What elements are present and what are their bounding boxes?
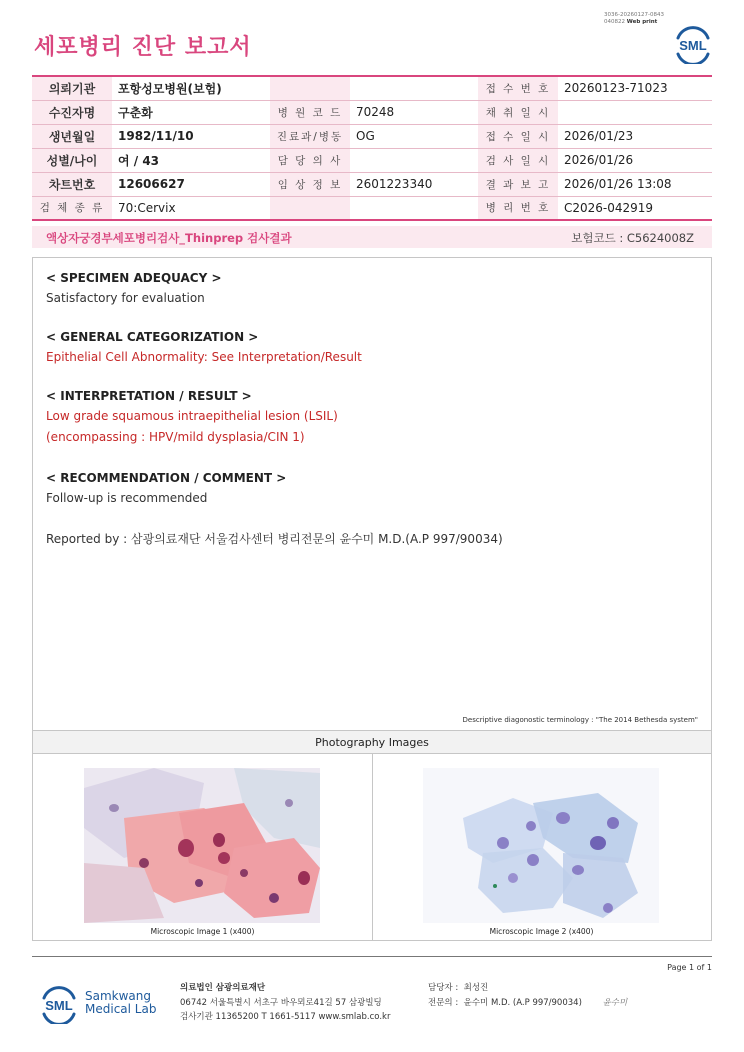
info-row (32, 124, 712, 148)
specimen-adequacy-heading: < SPECIMEN ADEQUACY > (46, 271, 222, 285)
interpretation-line-2: (encompassing : HPV/mild dysplasia/CIN 1) (46, 430, 305, 444)
info-value (350, 196, 478, 220)
info-label: 검 체 종 류 (32, 196, 112, 220)
info-label (270, 76, 350, 100)
organization-info (180, 981, 390, 1025)
sml-logo-text: SML (679, 38, 707, 53)
photography-heading: Photography Images (33, 730, 711, 754)
info-value: 2026/01/23 (558, 124, 712, 148)
staff-row (428, 981, 627, 996)
brand-line-2: Medical Lab (85, 1002, 157, 1016)
page-number: Page 1 of 1 (667, 963, 712, 972)
info-label: 접 수 번 호 (478, 76, 558, 100)
info-value (558, 100, 712, 124)
organization-name: 의료법인 삼광의료재단 (180, 983, 266, 993)
test-name-bar (32, 226, 712, 248)
info-value: 2601223340 (350, 172, 478, 196)
general-categorization-section (46, 330, 362, 364)
interpretation-line-1: Low grade squamous intraepithelial lesion (LSIL) (46, 409, 338, 423)
info-value (350, 76, 478, 100)
brand-line-1: Samkwang (85, 989, 151, 1003)
info-value: 구춘화 (112, 100, 270, 124)
info-value: 2026/01/26 13:08 (558, 172, 712, 196)
info-label: 수진자명 (32, 100, 112, 124)
info-value: 12606627 (112, 172, 270, 196)
specimen-adequacy-section (46, 271, 222, 305)
interpretation-heading: < INTERPRETATION / RESULT > (46, 389, 252, 403)
recommendation-text: Follow-up is recommended (46, 491, 208, 505)
info-row (32, 172, 712, 196)
info-label: 차트번호 (32, 172, 112, 196)
insurance-code: 보험코드 : C5624008Z (571, 231, 694, 245)
specialist-signature: 윤수미 (602, 997, 628, 1008)
info-value: C2026-042919 (558, 196, 712, 220)
info-row (32, 148, 712, 172)
info-label: 진료과/병동 (270, 124, 350, 148)
specialist-name: 윤수미 M.D. (A.P 997/90034) (463, 997, 582, 1008)
info-value: 70248 (350, 100, 478, 124)
web-print-label: Web print (626, 19, 658, 25)
test-name: 액상자궁경부세포병리검사_Thinprep 검사결과 (46, 231, 292, 245)
info-value (350, 148, 478, 172)
info-label: 검 사 일 시 (478, 148, 558, 172)
info-value: OG (350, 124, 478, 148)
info-row (32, 76, 712, 100)
sml-logo-footer (38, 984, 80, 1024)
info-label: 병 리 번 호 (478, 196, 558, 220)
staff-label: 담당자 : (428, 983, 459, 993)
print-code: 040822 (604, 19, 625, 25)
info-label: 임 상 정 보 (270, 172, 350, 196)
recommendation-section (46, 471, 286, 505)
specialist-row (428, 996, 627, 1011)
microscopic-image-2 (423, 768, 659, 923)
info-label: 의뢰기관 (32, 76, 112, 100)
info-value: 포항성모병원(보험) (112, 76, 270, 100)
patient-info-table (32, 75, 712, 221)
specimen-adequacy-text: Satisfactory for evaluation (46, 291, 205, 305)
report-title: 세포병리 진단 보고서 (34, 35, 252, 60)
microscopic-image-2-caption: Microscopic Image 2 (x400) (489, 927, 594, 936)
general-categorization-heading: < GENERAL CATEGORIZATION > (46, 330, 259, 344)
info-label: 생년월일 (32, 124, 112, 148)
info-label (270, 196, 350, 220)
result-box (32, 257, 712, 941)
info-value: 70:Cervix (112, 196, 270, 220)
organization-address: 06742 서울특별시 서초구 바우뫼로41길 57 삼광빌딩 (180, 997, 382, 1008)
footer-divider (32, 956, 712, 957)
print-meta (604, 12, 664, 26)
reported-by: Reported by : 삼광의료재단 서울검사센터 병리전문의 윤수미 M.D.(A.P 997/90034) (46, 532, 503, 546)
info-label: 병 원 코 드 (270, 100, 350, 124)
bethesda-note: Descriptive diagonostic terminology : "The 2014 Bethesda system" (462, 716, 698, 724)
info-value: 20260123-71023 (558, 76, 712, 100)
sml-logo-footer-text: SML (45, 998, 73, 1013)
photo-divider (372, 754, 373, 941)
info-row (32, 196, 712, 220)
info-value: 1982/11/10 (112, 124, 270, 148)
print-code-line (604, 19, 664, 26)
general-categorization-text: Epithelial Cell Abnormality: See Interpretation/Result (46, 350, 362, 364)
info-value: 여 / 43 (112, 148, 270, 172)
info-label: 성별/나이 (32, 148, 112, 172)
info-value: 2026/01/26 (558, 148, 712, 172)
staff-info (428, 981, 627, 1010)
info-label: 결 과 보 고 (478, 172, 558, 196)
microscopic-image-1 (84, 768, 320, 923)
staff-name: 최성진 (463, 983, 489, 993)
recommendation-heading: < RECOMMENDATION / COMMENT > (46, 471, 287, 485)
brand-name (85, 990, 156, 1016)
info-label: 접 수 일 시 (478, 124, 558, 148)
interpretation-section (46, 389, 338, 444)
info-label: 채 취 일 시 (478, 100, 558, 124)
specialist-label: 전문의 : (428, 997, 459, 1008)
sml-logo (672, 24, 714, 64)
info-label: 담 당 의 사 (270, 148, 350, 172)
organization-contact: 검사기관 11365200 T 1661-5117 www.smlab.co.kr (180, 1012, 391, 1022)
print-id: 3036-20260127-0843 (604, 12, 664, 18)
microscopic-image-1-caption: Microscopic Image 1 (x400) (150, 927, 255, 936)
info-row (32, 100, 712, 124)
